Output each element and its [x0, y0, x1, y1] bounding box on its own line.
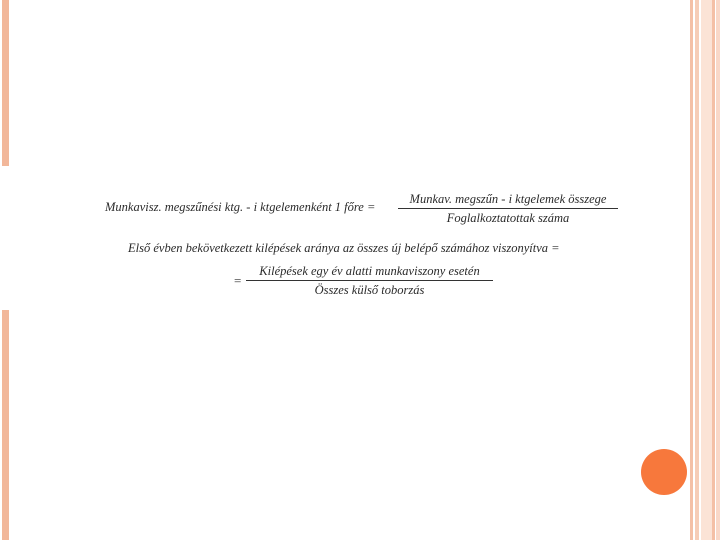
formula2-numerator: Kilépések egy év alatti munkaviszony esetén [259, 264, 480, 278]
formula1-denominator: Foglalkoztatottak száma [446, 211, 570, 225]
formula2-denominator: Összes külső toborzás [314, 283, 425, 297]
left-accent-bar-bottom [2, 310, 9, 540]
formula2-fraction [246, 264, 493, 298]
formula2-lhs: Első évben bekövetkezett kilépések aránya az összes új belépő számához viszonyítva = [128, 241, 560, 255]
right-decor-stripe [690, 0, 693, 540]
left-accent-bar-top [2, 0, 9, 166]
formula1-numerator: Munkav. megszűn - i ktgelemek összege [409, 192, 607, 206]
right-decor-stripe [716, 0, 720, 540]
formula2-equals: = [234, 273, 242, 288]
right-decor-stripe [712, 0, 715, 540]
right-decor-stripe [701, 0, 712, 540]
decorative-circle [641, 449, 687, 495]
formula1-lhs: Munkavisz. megszűnési ktg. - i ktgelemenként 1 főre = [105, 200, 376, 214]
formula1-fraction [398, 192, 618, 226]
right-decor-stripe [695, 0, 699, 540]
